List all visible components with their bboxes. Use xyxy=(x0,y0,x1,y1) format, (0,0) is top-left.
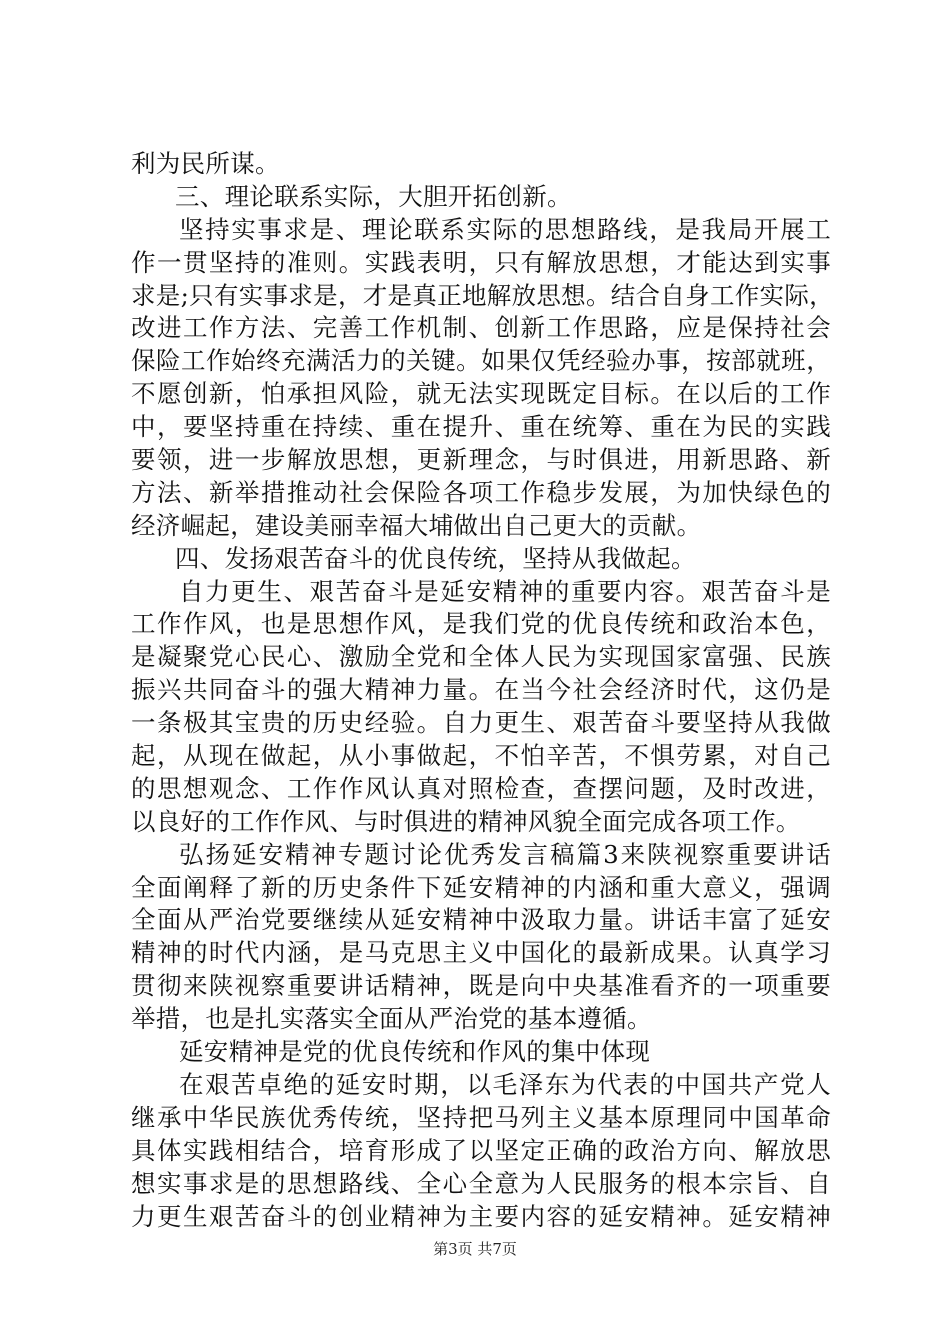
text-line: 保险工作始终充满活力的关键。如果仅凭经验办事，按部就班， xyxy=(131,346,831,376)
section-heading: 延安精神是党的优良传统和作风的集中体现 xyxy=(179,1037,651,1067)
text-line: 自力更生、艰苦奋斗是延安精神的重要内容。艰苦奋斗是 xyxy=(179,576,831,606)
text-line: 贯彻来陕视察重要讲话精神，既是向中央基准看齐的一项重要 xyxy=(131,971,831,1001)
text-line: 利为民所谋。 xyxy=(131,149,280,178)
text-line: 中，要坚持重在持续、重在提升、重在统筹、重在为民的实践 xyxy=(131,412,831,442)
text-line: 在艰苦卓绝的延安时期，以毛泽东为代表的中国共产党人 xyxy=(179,1069,831,1099)
section-heading: 四、发扬艰苦奋斗的优良传统，坚持从我做起。 xyxy=(175,543,696,573)
text-line: 工作作风，也是思想作风，是我们党的优良传统和政治本色， xyxy=(131,609,831,639)
text-line: 要领，进一步解放思想，更新理念，与时俱进，用新思路、新 xyxy=(131,445,831,475)
text-line: 改进工作方法、完善工作机制、创新工作思路，应是保持社会 xyxy=(131,313,831,343)
page-number-footer: 第3页 共7页 xyxy=(433,1240,517,1258)
text-line: 求是;只有实事求是，才是真正地解放思想。结合自身工作实际， xyxy=(131,280,834,310)
text-line: 经济崛起，建设美丽幸福大埔做出自己更大的贡献。 xyxy=(131,510,702,540)
text-line: 继承中华民族优秀传统，坚持把马列主义基本原理同中国革命 xyxy=(131,1102,831,1132)
text-line: 不愿创新，怕承担风险，就无法实现既定目标。在以后的工作 xyxy=(131,379,831,409)
text-line: 具体实践相结合，培育形成了以坚定正确的政治方向、解放思 xyxy=(131,1135,831,1165)
text-line: 全面阐释了新的历史条件下延安精神的内涵和重大意义，强调 xyxy=(131,872,831,902)
text-line: 全面从严治党要继续从延安精神中汲取力量。讲话丰富了延安 xyxy=(131,905,831,935)
document-body xyxy=(131,148,834,1233)
text-line: 的思想观念、工作作风认真对照检查，查摆问题，及时改进， xyxy=(131,773,831,803)
text-line: 弘扬延安精神专题讨论优秀发言稿篇3来陕视察重要讲话 xyxy=(179,839,831,869)
text-line: 想实事求是的思想路线、全心全意为人民服务的根本宗旨、自 xyxy=(131,1168,831,1198)
text-line: 力更生艰苦奋斗的创业精神为主要内容的延安精神。延安精神 xyxy=(131,1201,831,1231)
text-line: 举措，也是扎实落实全面从严治党的基本遵循。 xyxy=(131,1004,652,1034)
text-line: 振兴共同奋斗的强大精神力量。在当今社会经济时代，这仍是 xyxy=(131,675,831,705)
text-line: 是凝聚党心民心、激励全党和全体人民为实现国家富强、民族 xyxy=(131,642,831,672)
text-line: 方法、新举措推动社会保险各项工作稳步发展，为加快绿色的 xyxy=(131,477,831,507)
text-line: 起，从现在做起，从小事做起，不怕辛苦，不惧劳累，对自己 xyxy=(131,741,831,771)
section-heading: 三、理论联系实际，大胆开拓创新。 xyxy=(175,181,572,211)
text-line: 坚持实事求是、理论联系实际的思想路线，是我局开展工 xyxy=(179,214,831,244)
text-line: 精神的时代内涵，是马克思主义中国化的最新成果。认真学习 xyxy=(131,938,831,968)
text-line: 一条极其宝贵的历史经验。自力更生、艰苦奋斗要坚持从我做 xyxy=(131,708,831,738)
text-line: 作一贯坚持的准则。实践表明，只有解放思想，才能达到实事 xyxy=(131,247,831,277)
text-line: 以良好的工作作风、与时俱进的精神风貌全面完成各项工作。 xyxy=(131,806,801,836)
